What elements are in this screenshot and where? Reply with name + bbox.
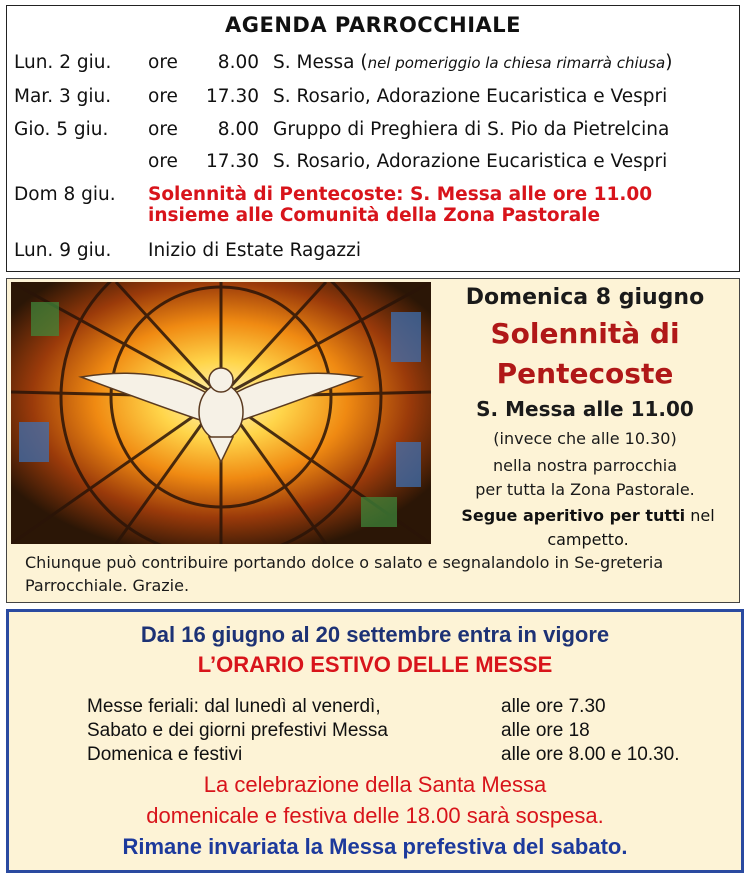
stained-glass-dove-image [11,282,431,544]
agenda-title: AGENDA PARROCCHIALE [224,13,521,37]
pentecost-box [6,278,740,603]
summer-orario-title: L’ORARIO ESTIVO DELLE MESSE [197,652,553,677]
agenda-time: 17.30 [206,151,259,172]
schedule-label: Sabato e dei giorni prefestivi Messa [87,720,388,741]
pentecost-date: Domenica 8 giugno [465,285,705,310]
agenda-ore: ore [148,151,178,172]
pentecost-instead: (invece che alle 10.30) [493,429,677,448]
pentecost-zone: per tutta la Zona Pastorale. [475,480,695,499]
pentecost-mass-time: S. Messa alle 11.00 [476,397,694,421]
summer-heading: Dal 16 giugno al 20 settembre entra in vigore [140,622,610,647]
agenda-desc: Gruppo di Preghiera di S. Pio da Pietrelcina [273,119,670,140]
suspended-line1: La celebrazione della Santa Messa [203,772,547,797]
schedule-label: Domenica e festivi [87,744,243,765]
agenda-day: Mar. 3 giu. [14,86,112,107]
agenda-ore: ore [148,119,178,140]
agenda-time: 8.00 [217,119,259,140]
agenda-ore: ore [148,86,178,107]
schedule-time: alle ore 18 [501,720,590,741]
pentecost-contribute-note: Chiunque può contribuire portando dolce o salato e segnalandolo in Se-greteria Parrocchiale. Grazie. [25,553,664,595]
agenda-note: nel pomeriggio la chiesa rimarrà chiusa [367,54,666,72]
agenda-desc: S. Rosario, Adorazione Eucaristica e Vespri [273,86,668,107]
pentecost-parish: nella nostra parrocchia [492,456,678,475]
agenda-desc: S. Messa (nel pomeriggio la chiesa rimarrà chiusa) [273,52,673,73]
agenda-desc: Inizio di Estate Ragazzi [148,240,361,261]
schedule-label: Messe feriali: dal lunedì al venerdì, [87,696,381,717]
pentecost-title-line1: Solennità di [490,317,680,350]
agenda-time: 8.00 [217,52,259,73]
schedule-time: alle ore 8.00 e 10.30. [501,744,680,765]
agenda-day: Lun. 2 giu. [14,52,112,73]
agenda-day: Gio. 5 giu. [14,119,109,140]
prefestive-note: Rimane invariata la Messa prefestiva del sabato. [122,834,628,859]
agenda-day: Lun. 9 giu. [14,240,112,261]
summer-schedule-box [6,609,744,873]
agenda-box [6,5,740,272]
pentecost-title-line2: Pentecoste [496,357,674,390]
pentecost-highlight: Solennità di Pentecoste: S. Messa alle ore 11.00 insieme alle Comunità della Zona Pastorale [148,184,653,226]
agenda-desc: S. Rosario, Adorazione Eucaristica e Vespri [273,151,668,172]
agenda-ore: ore [148,52,178,73]
agenda-day: Dom 8 giu. [14,184,116,205]
agenda-time: 17.30 [206,86,259,107]
schedule-time: alle ore 7.30 [501,696,606,717]
pentecost-aperitivo: Segue aperitivo per tutti nel campetto. [461,506,715,549]
suspended-line2: domenicale e festiva delle 18.00 sarà sospesa. [146,803,604,828]
